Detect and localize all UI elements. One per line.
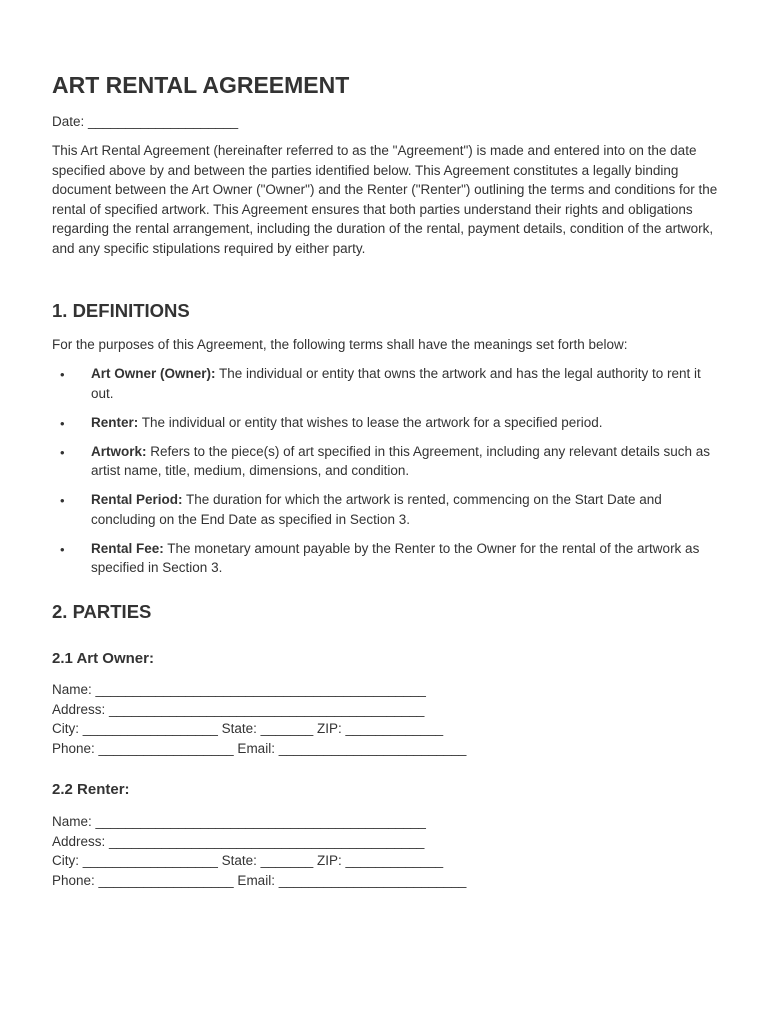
renter-name-line: Name: ____________________________________________ (52, 814, 426, 829)
owner-name-line: Name: ____________________________________________ (52, 682, 426, 697)
bullet-icon: • (60, 444, 65, 460)
definition-text: Refers to the piece(s) of art specified in this Agreement, including any relevant details such as artist name, title, medium, dimensions, and condition. (91, 443, 711, 478)
renter-address-line: Address: __________________________________________ (52, 833, 425, 849)
definition-item-artwork (52, 442, 720, 481)
definitions-intro: For the purposes of this Agreement, the following terms shall have the meanings set forth below: (52, 337, 628, 352)
parties-heading: 2. PARTIES (52, 601, 152, 622)
art-owner-heading: 2.1 Art Owner: (52, 650, 154, 667)
date-field-line: Date: ____________________ (52, 114, 239, 129)
definition-text: The duration for which the artwork is rented, commencing on the Start Date and concluding on the End Date as specified in Section 3. (91, 492, 662, 527)
art-owner-form (52, 680, 466, 758)
definition-term: Rental Fee: (91, 540, 164, 556)
definitions-list (52, 364, 720, 587)
renter-heading: 2.2 Renter: (52, 781, 130, 798)
bullet-icon: • (60, 415, 65, 431)
renter-phone-email-line: Phone: __________________ Email: _________________________ (52, 872, 467, 888)
bullet-icon: • (60, 493, 65, 508)
document-title: ART RENTAL AGREEMENT (52, 72, 350, 98)
definition-term: Artwork: (91, 443, 147, 459)
bullet-icon: • (60, 367, 65, 382)
definition-item-rental-fee (52, 539, 720, 578)
bullet-icon: • (60, 541, 65, 557)
intro-paragraph: This Art Rental Agreement (hereinafter referred to as the "Agreement") is made and entered into on the date specified above by and between the parties identified below. This Agreement constitutes a legally binding document between the Art Owner ("Owner") and the Renter ("Renter") outlining the terms and conditions for the rental of specified artwork. This Agreement ensures that both parties understand their rights and obligations regarding the rental arrangement, including the duration of the rental, payment details, condition of the artwork, and any specific stipulations required by either party. (52, 143, 718, 256)
definition-text: The monetary amount payable by the Renter to the Owner for the rental of the artwork as specified in Section 3. (91, 540, 700, 575)
owner-city-state-zip-line: City: __________________ State: _______ ZIP: _____________ (52, 721, 444, 737)
owner-address-line: Address: __________________________________________ (52, 701, 425, 717)
definition-term: Rental Period: (91, 492, 183, 507)
definition-text: The individual or entity that owns the artwork and has the legal authority to rent it out. (91, 366, 701, 401)
owner-phone-email-line: Phone: __________________ Email: _________________________ (52, 740, 467, 756)
definition-item-rental-period (52, 490, 720, 529)
renter-city-state-zip-line: City: __________________ State: _______ ZIP: _____________ (52, 853, 444, 869)
renter-form (52, 812, 466, 890)
definition-term: Renter: (91, 414, 139, 430)
definition-term: Art Owner (Owner): (91, 366, 216, 381)
definitions-heading: 1. DEFINITIONS (52, 300, 190, 321)
definition-item-art-owner (52, 364, 720, 403)
definition-item-renter (52, 413, 720, 433)
definition-text: The individual or entity that wishes to lease the artwork for a specified period. (138, 414, 603, 430)
